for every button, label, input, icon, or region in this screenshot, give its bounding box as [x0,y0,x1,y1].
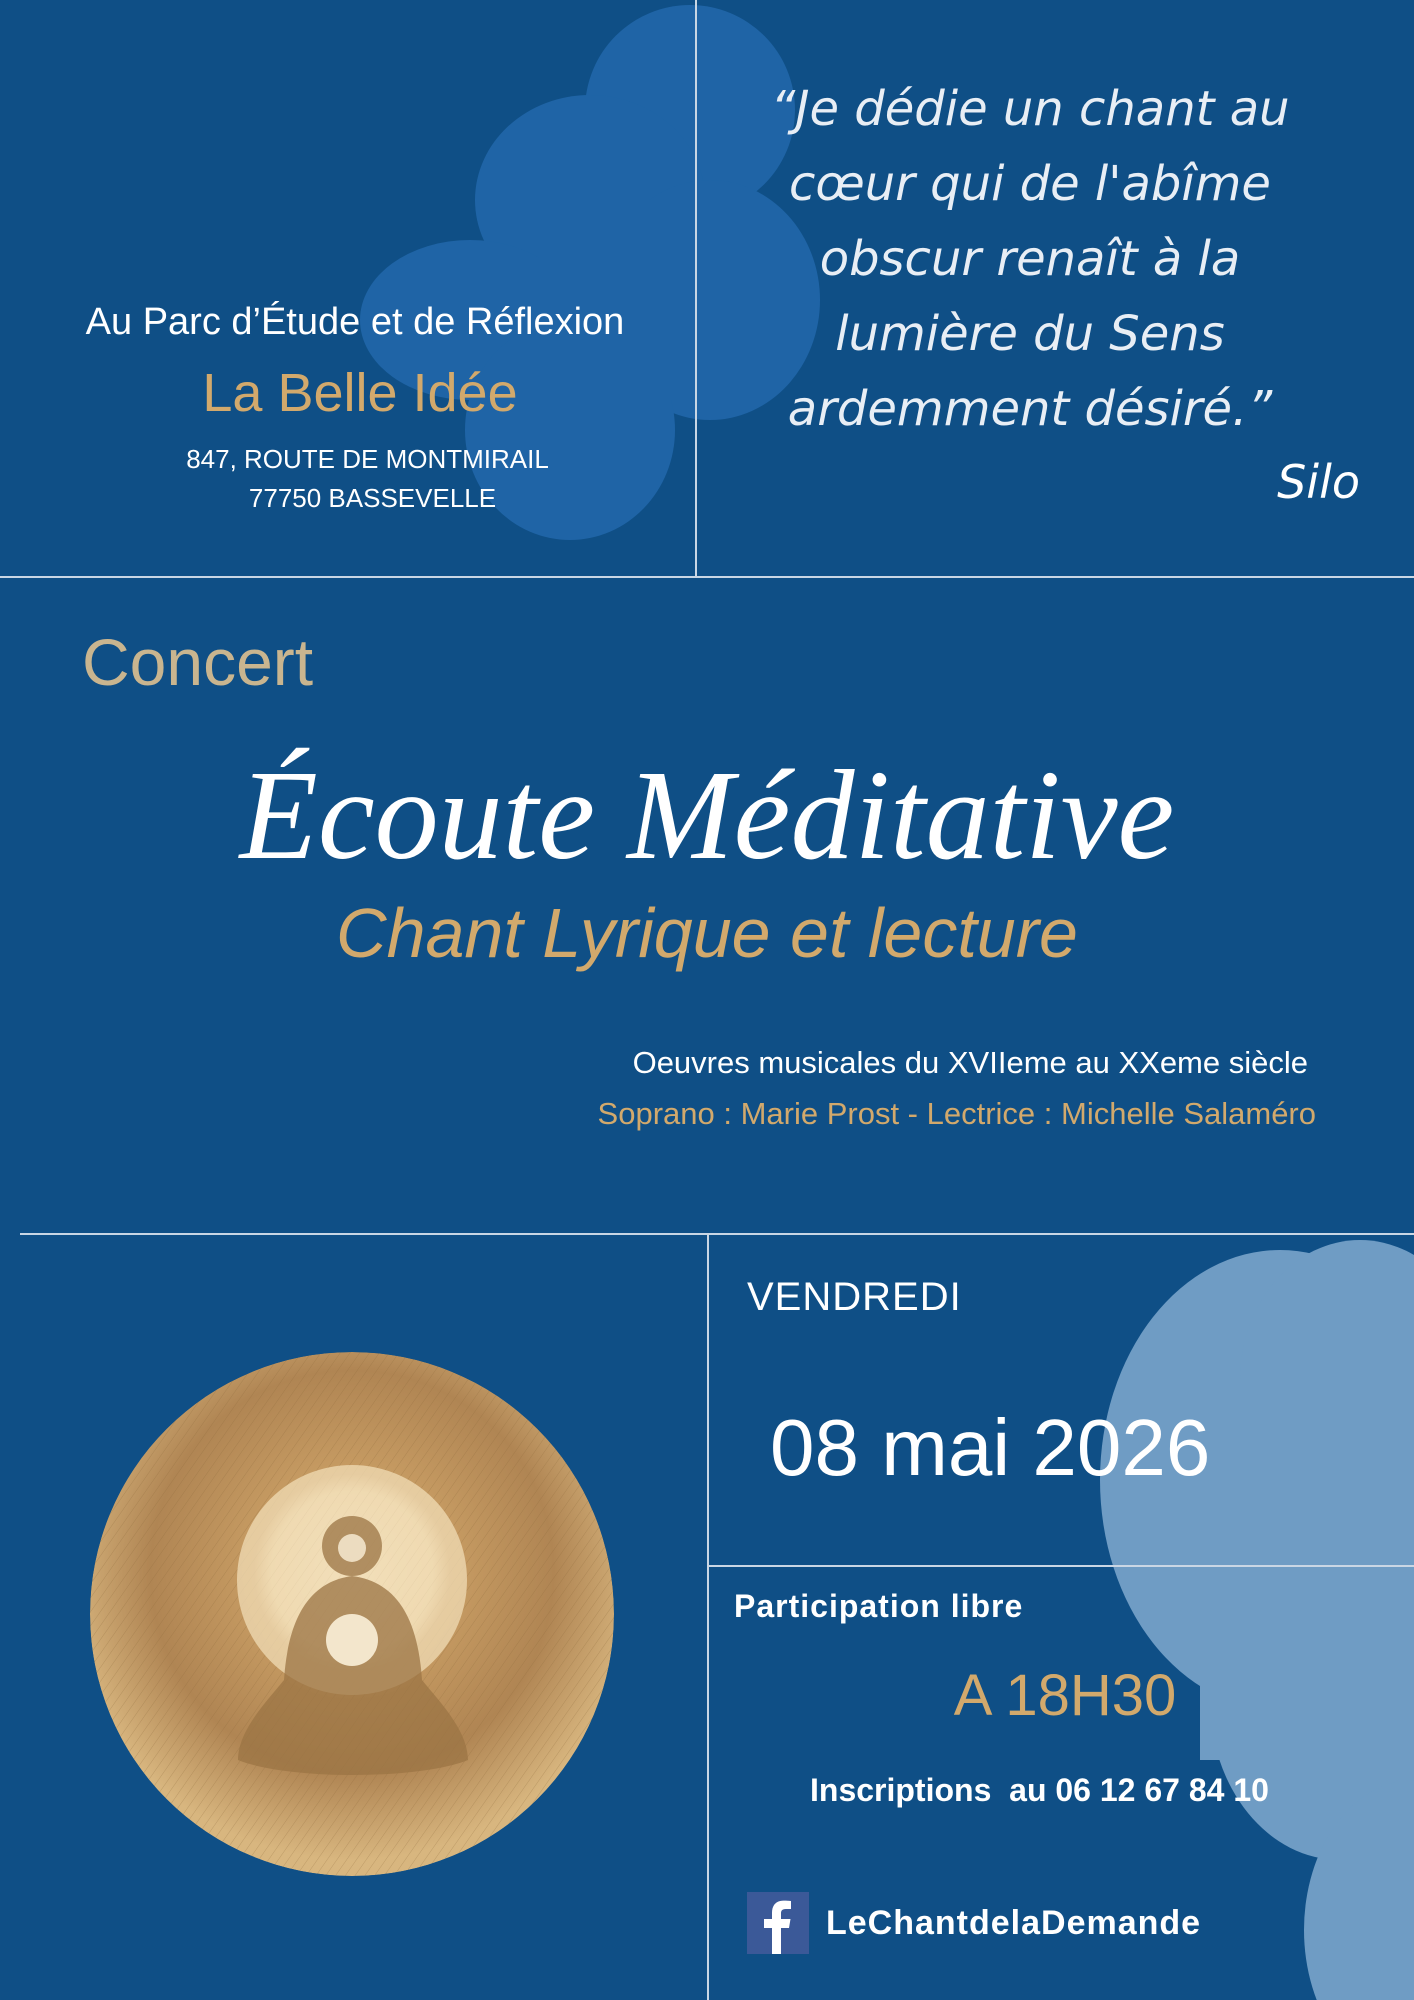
meditation-illustration [88,1350,616,1878]
event-day: VENDREDI [747,1275,962,1319]
registration-phone: Inscriptions au 06 12 67 84 10 [810,1772,1269,1808]
bottom-right-blob [1100,1240,1414,2000]
divider-date-horizontal [707,1565,1414,1567]
event-works: Oeuvres musicales du XVIIeme au XXeme siècle [632,1045,1308,1080]
event-date: 08 mai 2026 [770,1403,1211,1492]
quote-author: Silo [1277,455,1360,509]
quote-line: lumière du Sens [835,306,1225,362]
event-performers: Soprano : Marie Prost - Lectrice : Michelle Salaméro [597,1096,1316,1131]
event-subtitle: Chant Lyrique et lecture [336,894,1078,972]
quote [720,72,1340,447]
venue-address-line1: 847, ROUTE DE MONTMIRAIL [186,444,549,474]
quote-line: cœur qui de l'abîme [789,156,1271,212]
divider-bottom-horizontal [20,1233,1414,1235]
divider-top-horizontal [0,576,1414,578]
quote-line: ardemment désiré.” [787,381,1273,437]
facebook-icon[interactable] [747,1892,809,1954]
event-time: A 18H30 [953,1663,1177,1728]
event-kicker: Concert [82,625,314,699]
venue-name: La Belle Idée [202,363,518,423]
venue-intro: Au Parc d’Étude et de Réflexion [85,301,625,343]
facebook-glyph [747,1892,809,1954]
divider-bottom-vertical [707,1233,709,2000]
facebook-handle[interactable]: LeChantdelaDemande [826,1904,1202,1942]
quote-line: “Je dédie un chant au [770,81,1290,137]
quote-line: obscur renaît à la [819,231,1241,287]
venue-address-line2: 77750 BASSEVELLE [248,483,497,513]
participation-label: Participation libre [734,1588,1024,1624]
event-title: Écoute Méditative [239,744,1175,886]
